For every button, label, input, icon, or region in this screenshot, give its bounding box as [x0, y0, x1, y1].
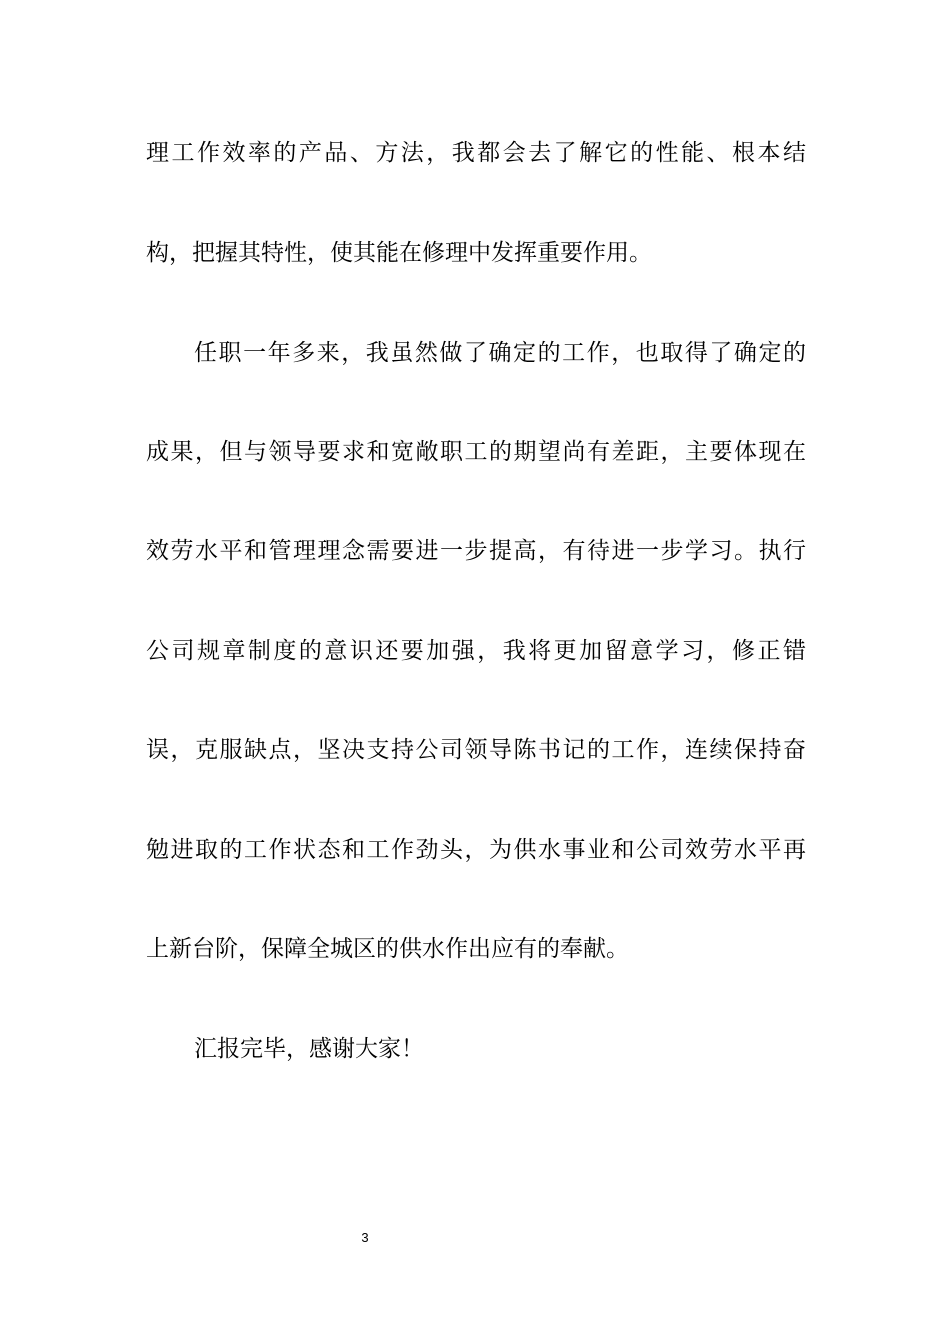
- text-line-10: 汇报完毕，感谢大家！: [194, 1036, 424, 1062]
- text-line-3: 任职一年多来，我虽然做了确定的工作，也取得了确定的: [194, 340, 806, 366]
- text-line-2: 构，把握其特性，使其能在修理中发挥重要作用。: [146, 240, 652, 266]
- text-line-6: 公司规章制度的意识还要加强，我将更加留意学习，修正错: [146, 638, 806, 664]
- page-number: 3: [361, 1230, 369, 1245]
- text-line-8: 勉进取的工作状态和工作劲头，为供水事业和公司效劳水平再: [146, 837, 806, 863]
- text-line-7: 误，克服缺点，坚决支持公司领导陈书记的工作，连续保持奋: [146, 737, 806, 763]
- text-line-5: 效劳水平和管理理念需要进一步提高，有待进一步学习。执行: [146, 538, 806, 564]
- text-line-1: 理工作效率的产品、方法，我都会去了解它的性能、根本结: [146, 140, 806, 166]
- text-line-4: 成果，但与领导要求和宽敞职工的期望尚有差距，主要体现在: [146, 439, 806, 465]
- text-line-9: 上新台阶，保障全城区的供水作出应有的奉献。: [146, 936, 629, 962]
